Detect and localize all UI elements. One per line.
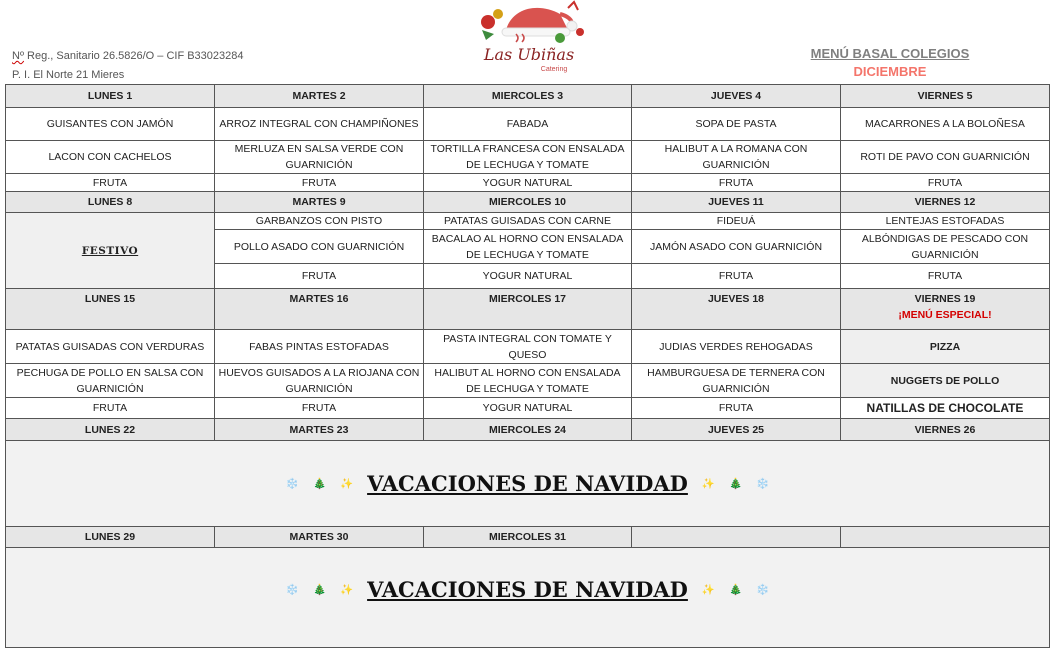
- festivo-cell: FESTIVO: [6, 213, 215, 289]
- dessert-cell: YOGUR NATURAL: [424, 264, 632, 289]
- week3-dessert: [6, 398, 1050, 419]
- sparkles-icon: ✨: [701, 584, 715, 596]
- dish-cell: PATATAS GUISADAS CON CARNE: [424, 213, 632, 230]
- dessert-cell: NATILLAS DE CHOCOLATE: [841, 398, 1050, 419]
- dessert-cell: FRUTA: [632, 174, 841, 192]
- christmas-tree-icon: 🎄: [728, 477, 743, 490]
- day-header: MARTES 23: [215, 419, 424, 441]
- dish-cell: ALBÓNDIGAS DE PESCADO CON GUARNICIÓN: [841, 230, 1050, 264]
- snowflake-icon: ❄️: [285, 477, 299, 490]
- dish-cell: PATATAS GUISADAS CON VERDURAS: [6, 330, 215, 364]
- menu-header: [790, 46, 990, 79]
- day-header: LUNES 1: [6, 85, 215, 108]
- dish-cell: FABADA: [424, 108, 632, 141]
- dessert-cell: YOGUR NATURAL: [424, 174, 632, 192]
- day-header: MARTES 9: [215, 192, 424, 213]
- sparkles-icon: ✨: [340, 584, 354, 596]
- day-header: MIERCOLES 17: [424, 289, 632, 330]
- dessert-cell: FRUTA: [6, 398, 215, 419]
- day-header: LUNES 8: [6, 192, 215, 213]
- week1-dessert: [6, 174, 1050, 192]
- day-header: JUEVES 25: [632, 419, 841, 441]
- dessert-cell: FRUTA: [841, 264, 1050, 289]
- dish-cell: HUEVOS GUISADOS A LA RIOJANA CON GUARNICIÓN: [215, 364, 424, 398]
- dish-cell: TORTILLA FRANCESA CON ENSALADA DE LECHUGA Y TOMATE: [424, 141, 632, 174]
- dessert-cell: FRUTA: [215, 174, 424, 192]
- dessert-cell: YOGUR NATURAL: [424, 398, 632, 419]
- christmas-tree-icon: 🎄: [728, 584, 743, 596]
- day-header: JUEVES 11: [632, 192, 841, 213]
- dish-cell: NUGGETS DE POLLO: [841, 364, 1050, 398]
- dish-cell: POLLO ASADO CON GUARNICIÓN: [215, 230, 424, 264]
- day-header: JUEVES 18: [632, 289, 841, 330]
- dish-cell: JAMÓN ASADO CON GUARNICIÓN: [632, 230, 841, 264]
- svg-text:Las Ubiñas: Las Ubiñas: [483, 45, 575, 64]
- dish-cell: JUDIAS VERDES REHOGADAS: [632, 330, 841, 364]
- dish-cell: BACALAO AL HORNO CON ENSALADA DE LECHUGA Y TOMATE: [424, 230, 632, 264]
- dish-cell: PIZZA: [841, 330, 1050, 364]
- dish-cell: PECHUGA DE POLLO EN SALSA CON GUARNICIÓN: [6, 364, 215, 398]
- day-header: JUEVES 4: [632, 85, 841, 108]
- snowflake-icon: ❄️: [756, 477, 770, 490]
- sparkles-icon: ✨: [340, 477, 354, 490]
- day-label: VIERNES 19: [914, 293, 976, 305]
- day-header-empty: [841, 527, 1050, 548]
- week1-second-course: [6, 141, 1050, 174]
- day-header: MIERCOLES 10: [424, 192, 632, 213]
- snowflake-icon: ❄️: [756, 584, 770, 596]
- week5-vacation-row: [6, 548, 1050, 648]
- dish-cell: ARROZ INTEGRAL CON CHAMPIÑONES: [215, 108, 424, 141]
- dish-cell: LACON CON CACHELOS: [6, 141, 215, 174]
- dish-cell: MACARRONES A LA BOLOÑESA: [841, 108, 1050, 141]
- day-header: [841, 289, 1050, 330]
- week4-vacation-row: [6, 441, 1050, 527]
- menu-month: DICIEMBRE: [853, 64, 927, 79]
- svg-text:Catering: Catering: [540, 66, 568, 73]
- dessert-cell: FRUTA: [6, 174, 215, 192]
- dish-cell: MERLUZA EN SALSA VERDE CON GUARNICIÓN: [215, 141, 424, 174]
- dish-cell: LENTEJAS ESTOFADAS: [841, 213, 1050, 230]
- vacation-cell: [6, 548, 1050, 648]
- dish-cell: FIDEUÁ: [632, 213, 841, 230]
- dish-cell: FABAS PINTAS ESTOFADAS: [215, 330, 424, 364]
- day-header: VIERNES 5: [841, 85, 1050, 108]
- week3-second-course: [6, 364, 1050, 398]
- dish-cell: HALIBUT AL HORNO CON ENSALADA DE LECHUGA Y TOMATE: [424, 364, 632, 398]
- day-header: MIERCOLES 24: [424, 419, 632, 441]
- dish-cell: HALIBUT A LA ROMANA CON GUARNICIÓN: [632, 141, 841, 174]
- vacation-text: VACACIONES DE NAVIDAD: [367, 577, 688, 602]
- company-logo: [468, 0, 590, 74]
- christmas-tree-icon: 🎄: [312, 584, 327, 596]
- sparkles-icon: ✨: [701, 477, 715, 490]
- dish-cell: HAMBURGUESA DE TERNERA CON GUARNICIÓN: [632, 364, 841, 398]
- dish-cell: GUISANTES CON JAMÓN: [6, 108, 215, 141]
- day-header: MARTES 16: [215, 289, 424, 330]
- week4-day-row: [6, 419, 1050, 441]
- week1-first-course: [6, 108, 1050, 141]
- day-header: VIERNES 26: [841, 419, 1050, 441]
- special-menu-label: ¡MENÚ ESPECIAL!: [898, 309, 992, 321]
- dessert-cell: FRUTA: [632, 398, 841, 419]
- day-header: VIERNES 12: [841, 192, 1050, 213]
- company-info: [12, 47, 244, 85]
- address-text: P. I. El Norte 21 Mieres: [12, 69, 125, 81]
- dish-cell: ROTI DE PAVO CON GUARNICIÓN: [841, 141, 1050, 174]
- vacation-text: VACACIONES DE NAVIDAD: [367, 470, 688, 496]
- day-header: LUNES 22: [6, 419, 215, 441]
- day-header: MIERCOLES 3: [424, 85, 632, 108]
- day-header: MIERCOLES 31: [424, 527, 632, 548]
- dish-cell: SOPA DE PASTA: [632, 108, 841, 141]
- dish-cell: GARBANZOS CON PISTO: [215, 213, 424, 230]
- dessert-cell: FRUTA: [215, 398, 424, 419]
- day-header: LUNES 15: [6, 289, 215, 330]
- dessert-cell: FRUTA: [215, 264, 424, 289]
- day-header: LUNES 29: [6, 527, 215, 548]
- snowflake-icon: ❄️: [285, 584, 299, 596]
- menu-table: [5, 84, 1050, 648]
- week3-first-course: [6, 330, 1050, 364]
- vacation-cell: [6, 441, 1050, 527]
- week2-day-row: [6, 192, 1050, 213]
- dish-cell: PASTA INTEGRAL CON TOMATE Y QUESO: [424, 330, 632, 364]
- week5-day-row: [6, 527, 1050, 548]
- week2-first-course: [6, 213, 1050, 230]
- day-header-empty: [632, 527, 841, 548]
- day-header: MARTES 2: [215, 85, 424, 108]
- day-header: MARTES 30: [215, 527, 424, 548]
- christmas-tree-icon: 🎄: [312, 477, 327, 490]
- menu-title: MENÚ BASAL COLEGIOS: [810, 46, 970, 61]
- week1-day-row: [6, 85, 1050, 108]
- dessert-cell: FRUTA: [632, 264, 841, 289]
- registration-text: Nº Reg., Sanitario 26.5826/O – CIF B33023284: [12, 50, 244, 62]
- week3-day-row: [6, 289, 1050, 330]
- dessert-cell: FRUTA: [841, 174, 1050, 192]
